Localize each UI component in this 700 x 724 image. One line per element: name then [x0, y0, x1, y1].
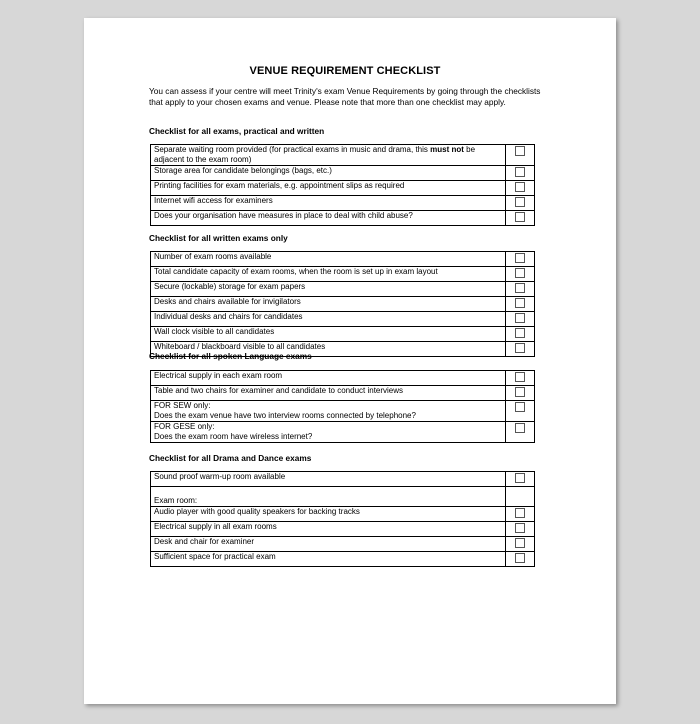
checklist-row: [151, 472, 535, 487]
section-heading: Checklist for all spoken Language exams: [149, 351, 312, 361]
checkbox[interactable]: [515, 197, 525, 207]
item-label: Wall clock visible to all candidates: [151, 327, 506, 342]
section-heading: Checklist for all Drama and Dance exams: [149, 453, 312, 463]
checkbox[interactable]: [515, 523, 525, 533]
item-label: Total candidate capacity of exam rooms, when the room is set up in exam layout: [151, 267, 506, 282]
checklist-row: [151, 145, 535, 166]
checklist-row: [151, 422, 535, 443]
item-label: Separate waiting room provided (for practical exams in music and drama, this must not be adjacent to the exam room): [151, 145, 506, 166]
checkbox[interactable]: [515, 538, 525, 548]
item-label: FOR GESE only: Does the exam room have wireless internet?: [151, 422, 506, 443]
checkbox[interactable]: [515, 313, 525, 323]
checkbox[interactable]: [515, 328, 525, 338]
checklist-row: [151, 507, 535, 522]
item-label: Exam room:: [151, 496, 506, 507]
item-label: Internet wifi access for examiners: [151, 196, 506, 211]
checklist-row: [151, 537, 535, 552]
document-page: [84, 18, 616, 704]
checklist-row: [151, 386, 535, 401]
checkbox[interactable]: [515, 387, 525, 397]
item-label: Sufficient space for practical exam: [151, 552, 506, 567]
checkbox[interactable]: [515, 253, 525, 263]
checklist-row: [151, 487, 535, 497]
intro-paragraph: You can assess if your centre will meet Trinity's exam Venue Requirements by going through the checklists that apply to your chosen exams and venue. Please note that more than one checklist may apply.: [149, 86, 541, 107]
checklist-row: [151, 252, 535, 267]
checkbox[interactable]: [515, 402, 525, 412]
checkbox[interactable]: [515, 146, 525, 156]
item-label: Sound proof warm-up room available: [151, 472, 506, 487]
checklist-row: [151, 297, 535, 312]
checklist-row: [151, 496, 535, 507]
item-label: [151, 487, 506, 497]
checkbox[interactable]: [515, 298, 525, 308]
document-title: VENUE REQUIREMENT CHECKLIST: [249, 65, 441, 77]
checklist-table: [150, 471, 535, 567]
item-label: Whiteboard / blackboard visible to all candidates: [151, 342, 506, 357]
checklist-row: [151, 166, 535, 181]
item-label: Electrical supply in each exam room: [151, 371, 506, 386]
checklist-row: [151, 522, 535, 537]
checklist-row: [151, 552, 535, 567]
checkbox[interactable]: [515, 553, 525, 563]
checklist-table: [150, 370, 535, 443]
checklist-row: [151, 312, 535, 327]
item-label: Does your organisation have measures in place to deal with child abuse?: [151, 211, 506, 226]
checkbox[interactable]: [515, 268, 525, 278]
item-label: Printing facilities for exam materials, e.g. appointment slips as required: [151, 181, 506, 196]
checklist-row: [151, 327, 535, 342]
checkbox[interactable]: [515, 508, 525, 518]
checklist-table: [150, 144, 535, 226]
item-label: Secure (lockable) storage for exam papers: [151, 282, 506, 297]
item-label: Desk and chair for examiner: [151, 537, 506, 552]
item-label: Audio player with good quality speakers for backing tracks: [151, 507, 506, 522]
item-label: Table and two chairs for examiner and candidate to conduct interviews: [151, 386, 506, 401]
checkbox[interactable]: [515, 182, 525, 192]
checkbox[interactable]: [515, 343, 525, 353]
item-label: Desks and chairs available for invigilators: [151, 297, 506, 312]
checkbox[interactable]: [515, 167, 525, 177]
checkbox[interactable]: [515, 283, 525, 293]
checklist-row: [151, 211, 535, 226]
checkbox[interactable]: [515, 372, 525, 382]
checklist-row: [151, 282, 535, 297]
checklist-row: [151, 401, 535, 422]
checklist-table: [150, 251, 535, 357]
checklist-row: [151, 267, 535, 282]
section-heading: Checklist for all written exams only: [149, 233, 288, 243]
item-label: Storage area for candidate belongings (bags, etc.): [151, 166, 506, 181]
checkbox[interactable]: [515, 423, 525, 433]
item-label: FOR SEW only: Does the exam venue have two interview rooms connected by telephone?: [151, 401, 506, 422]
section-heading: Checklist for all exams, practical and written: [149, 126, 325, 136]
checkbox[interactable]: [515, 212, 525, 222]
item-label: Individual desks and chairs for candidates: [151, 312, 506, 327]
item-label: Electrical supply in all exam rooms: [151, 522, 506, 537]
checklist-row: [151, 181, 535, 196]
checklist-row: [151, 371, 535, 386]
item-label: Number of exam rooms available: [151, 252, 506, 267]
checkbox[interactable]: [515, 473, 525, 483]
checklist-row: [151, 196, 535, 211]
